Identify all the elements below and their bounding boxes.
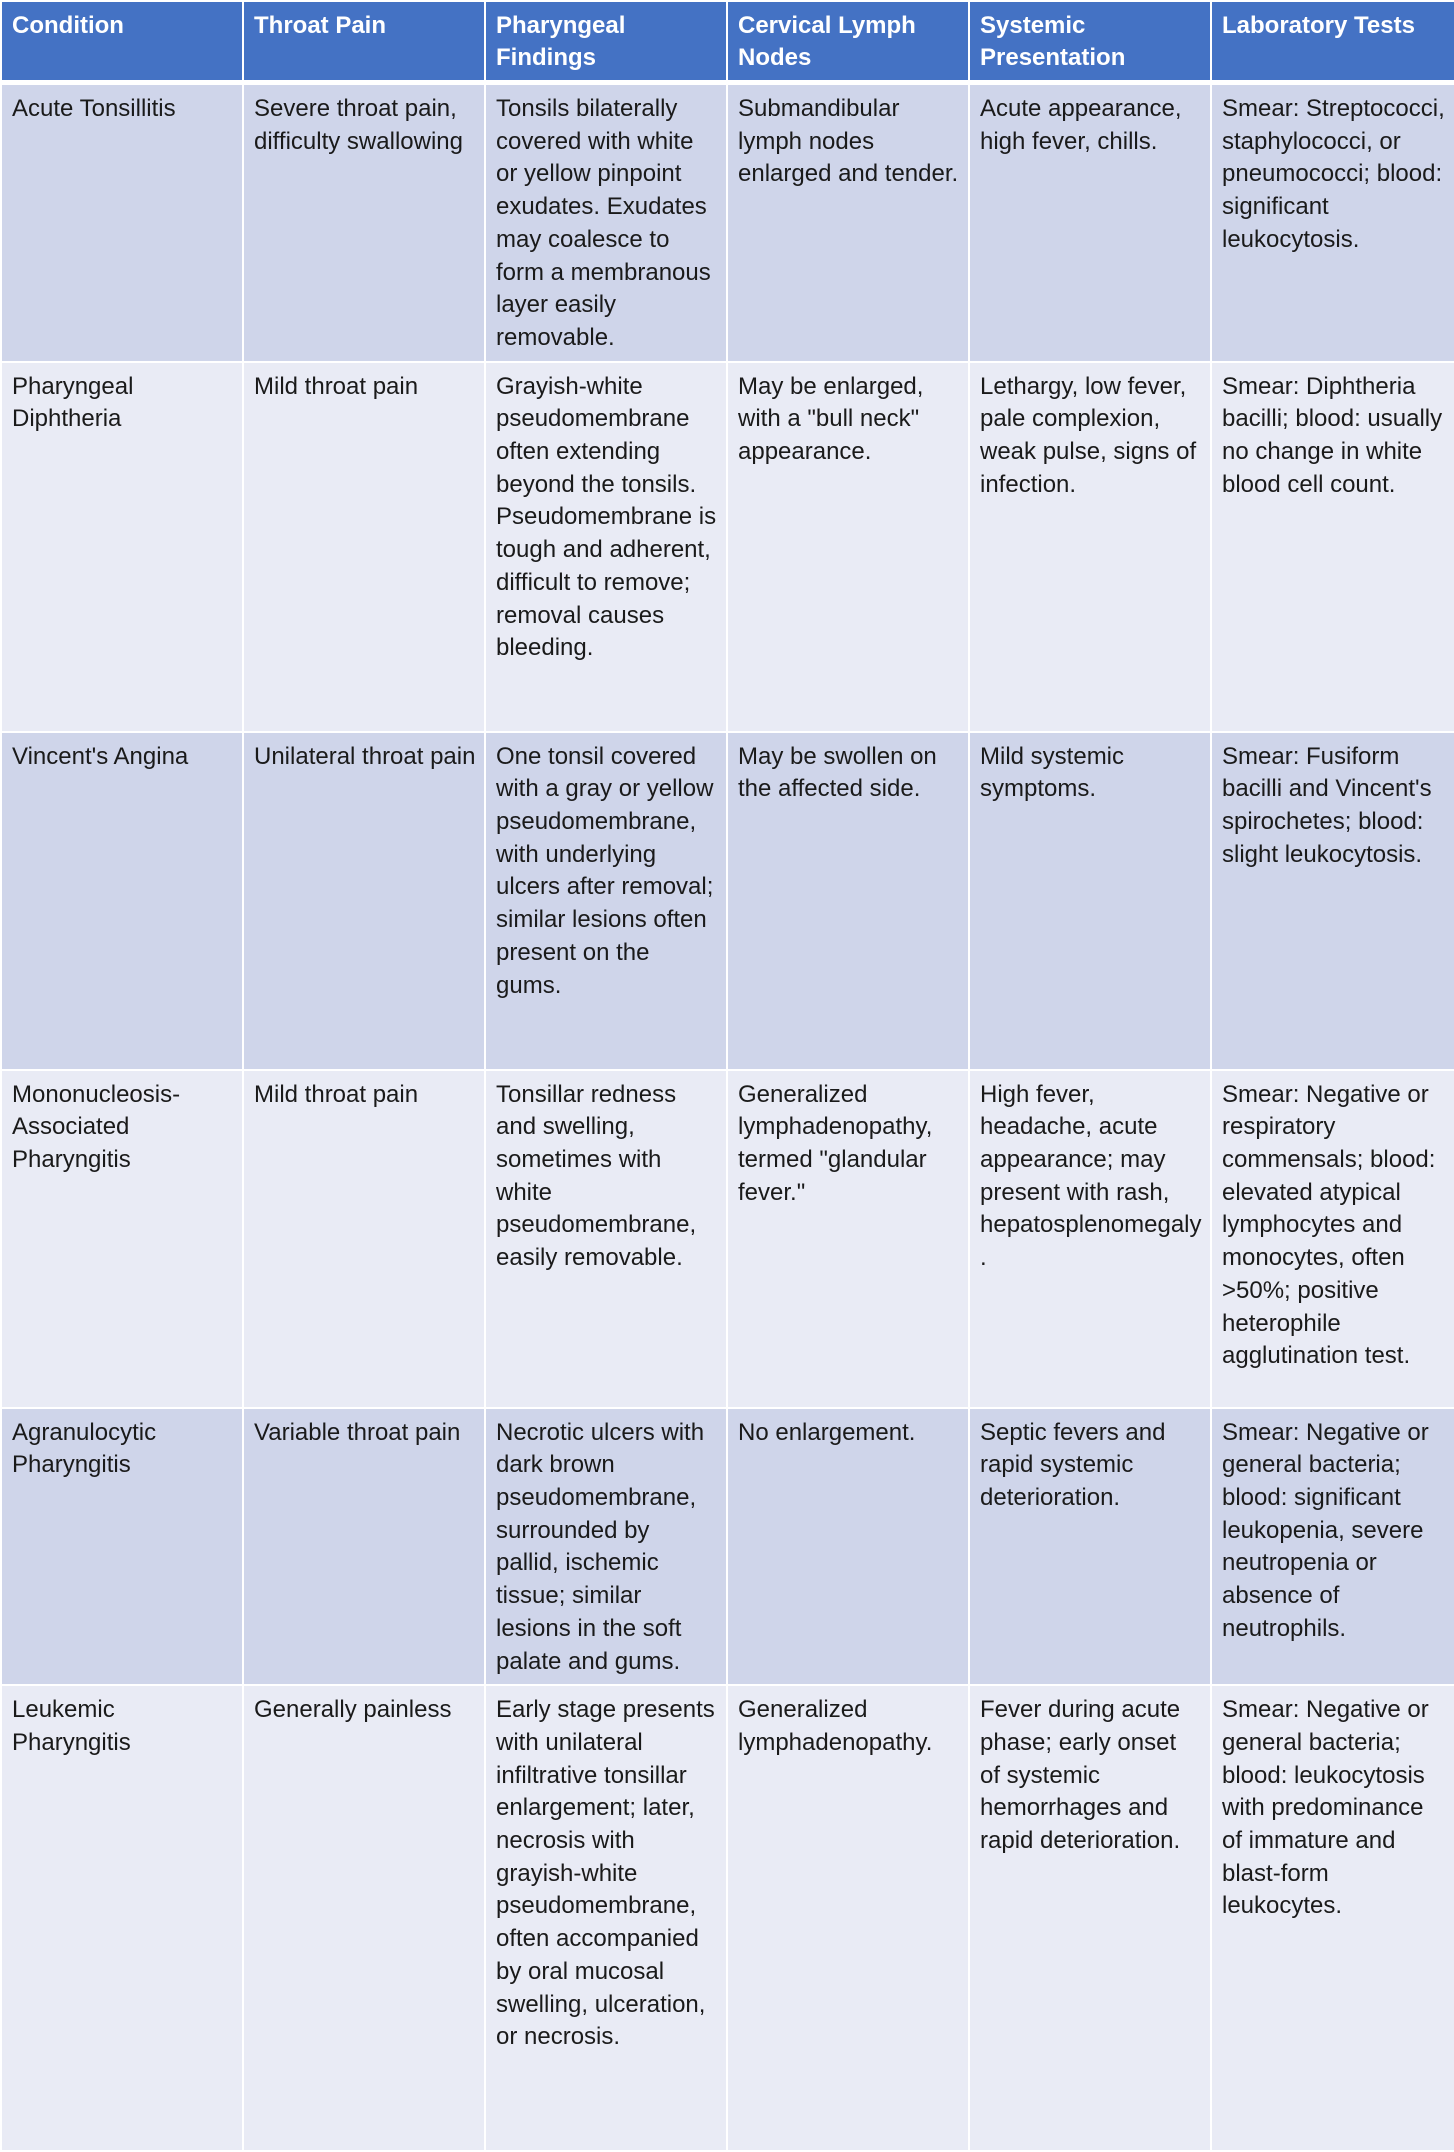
cell-condition: Vincent's Angina xyxy=(1,732,243,1070)
table-row xyxy=(1,1408,1454,1686)
table-row xyxy=(1,1070,1454,1408)
header-pharyngeal-findings: Pharyngeal Findings xyxy=(485,1,727,83)
header-row xyxy=(1,1,1454,83)
cell-throat-pain: Unilateral throat pain xyxy=(243,732,485,1070)
table-header xyxy=(1,1,1454,83)
cell-throat-pain: Mild throat pain xyxy=(243,1070,485,1408)
header-systemic-presentation: Systemic Presentation xyxy=(969,1,1211,83)
cell-condition: Mononucleosis-Associated Pharyngitis xyxy=(1,1070,243,1408)
table-body xyxy=(1,83,1454,2152)
cell-throat-pain: Variable throat pain xyxy=(243,1408,485,1686)
header-cervical-lymph-nodes: Cervical Lymph Nodes xyxy=(727,1,969,83)
header-condition: Condition xyxy=(1,1,243,83)
cell-pharyngeal-findings: Grayish-white pseudomembrane often extending beyond the tonsils. Pseudomembrane is tough and adherent, difficult to remove; removal causes bleeding. xyxy=(485,362,727,732)
cell-systemic-presentation: Acute appearance, high fever, chills. xyxy=(969,83,1211,362)
cell-laboratory-tests: Smear: Negative or respiratory commensals; blood: elevated atypical lymphocytes and monocytes, often >50%; positive heterophile agglutination test. xyxy=(1211,1070,1454,1408)
cell-laboratory-tests: Smear: Streptococci, staphylococci, or pneumococci; blood: significant leukocytosis. xyxy=(1211,83,1454,362)
cell-pharyngeal-findings: Tonsillar redness and swelling, sometimes with white pseudomembrane, easily removable. xyxy=(485,1070,727,1408)
cell-laboratory-tests: Smear: Fusiform bacilli and Vincent's spirochetes; blood: slight leukocytosis. xyxy=(1211,732,1454,1070)
cell-cervical-lymph-nodes: No enlargement. xyxy=(727,1408,969,1686)
cell-cervical-lymph-nodes: Generalized lymphadenopathy. xyxy=(727,1685,969,2151)
cell-pharyngeal-findings: Necrotic ulcers with dark brown pseudomembrane, surrounded by pallid, ischemic tissue; similar lesions in the soft palate and gums. xyxy=(485,1408,727,1686)
table-row xyxy=(1,83,1454,362)
cell-systemic-presentation: Mild systemic symptoms. xyxy=(969,732,1211,1070)
cell-systemic-presentation: Fever during acute phase; early onset of systemic hemorrhages and rapid deterioration. xyxy=(969,1685,1211,2151)
cell-cervical-lymph-nodes: Generalized lymphadenopathy, termed "glandular fever." xyxy=(727,1070,969,1408)
cell-systemic-presentation: High fever, headache, acute appearance; may present with rash, hepatosplenomegaly. xyxy=(969,1070,1211,1408)
cell-pharyngeal-findings: Early stage presents with unilateral infiltrative tonsillar enlargement; later, necrosis with grayish-white pseudomembrane, often accompanied by oral mucosal swelling, ulceration, or necrosis. xyxy=(485,1685,727,2151)
cell-condition: Leukemic Pharyngitis xyxy=(1,1685,243,2151)
cell-pharyngeal-findings: Tonsils bilaterally covered with white or yellow pinpoint exudates. Exudates may coalesce to form a membranous layer easily removable. xyxy=(485,83,727,362)
cell-systemic-presentation: Lethargy, low fever, pale complexion, weak pulse, signs of infection. xyxy=(969,362,1211,732)
cell-cervical-lymph-nodes: Submandibular lymph nodes enlarged and tender. xyxy=(727,83,969,362)
header-throat-pain: Throat Pain xyxy=(243,1,485,83)
cell-laboratory-tests: Smear: Diphtheria bacilli; blood: usually no change in white blood cell count. xyxy=(1211,362,1454,732)
cell-cervical-lymph-nodes: May be enlarged, with a "bull neck" appearance. xyxy=(727,362,969,732)
cell-systemic-presentation: Septic fevers and rapid systemic deterioration. xyxy=(969,1408,1211,1686)
cell-throat-pain: Generally painless xyxy=(243,1685,485,2151)
cell-cervical-lymph-nodes: May be swollen on the affected side. xyxy=(727,732,969,1070)
header-laboratory-tests: Laboratory Tests xyxy=(1211,1,1454,83)
cell-laboratory-tests: Smear: Negative or general bacteria; blood: significant leukopenia, severe neutropenia or absence of neutrophils. xyxy=(1211,1408,1454,1686)
cell-condition: Pharyngeal Diphtheria xyxy=(1,362,243,732)
cell-condition: Acute Tonsillitis xyxy=(1,83,243,362)
cell-condition: Agranulocytic Pharyngitis xyxy=(1,1408,243,1686)
cell-pharyngeal-findings: One tonsil covered with a gray or yellow pseudomembrane, with underlying ulcers after removal; similar lesions often present on the gums. xyxy=(485,732,727,1070)
table-row xyxy=(1,1685,1454,2151)
cell-throat-pain: Severe throat pain, difficulty swallowing xyxy=(243,83,485,362)
table-row xyxy=(1,362,1454,732)
cell-laboratory-tests: Smear: Negative or general bacteria; blood: leukocytosis with predominance of immature and blast-form leukocytes. xyxy=(1211,1685,1454,2151)
table-row xyxy=(1,732,1454,1070)
cell-throat-pain: Mild throat pain xyxy=(243,362,485,732)
